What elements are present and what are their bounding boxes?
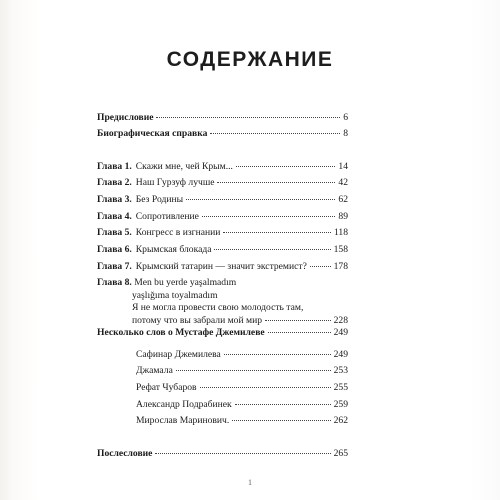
toc-page-number: 255: [333, 382, 348, 393]
toc-entry-title: Рефат Чубаров: [136, 382, 197, 393]
toc-page-number: 118: [333, 227, 348, 238]
dot-leader: [236, 165, 336, 167]
toc-entry-chapter-8: [97, 277, 348, 327]
dot-leader: [156, 116, 340, 118]
toc-page-number: 249: [333, 327, 348, 338]
dot-leader: [210, 132, 340, 134]
dot-leader: [155, 452, 330, 454]
dot-leader: [217, 181, 335, 183]
toc-entry-chapter-1: [97, 160, 348, 173]
page-title: СОДЕРЖАНИЕ: [166, 48, 334, 71]
toc-entry-chapter-6: [97, 243, 348, 256]
toc-entry-title-line: yaşlığıma toyalmadım: [132, 289, 218, 301]
toc-entry-chapter-2: [97, 176, 348, 189]
toc-entry-title: Конгресс в изгнании: [135, 227, 221, 238]
toc-subentry: [136, 364, 348, 377]
toc-entry-title: Александр Подрабинек: [136, 399, 232, 410]
dot-leader: [265, 320, 331, 321]
toc-entry-title: Сопротивление: [135, 211, 199, 222]
toc-subentry: [136, 381, 348, 394]
chapter-label: Глава 4.: [97, 211, 132, 222]
chapter-label: Глава 8.: [97, 277, 132, 288]
dot-leader: [202, 215, 336, 217]
page-folio: 1: [248, 478, 252, 487]
toc-page-number: 14: [338, 161, 348, 172]
toc-entry-title: Без Родины: [135, 194, 184, 205]
toc-page-number: 6: [343, 112, 348, 123]
toc-entry-title: Сафинар Джемилева: [136, 349, 221, 360]
dot-leader: [176, 369, 331, 371]
toc-page-number: 178: [333, 261, 348, 272]
toc-entry-chapter-5: [97, 226, 348, 239]
toc-entry-title-line: Я не могла провести свою молодость там,: [132, 302, 304, 313]
toc-entry-title: Мирослав Маринович.: [136, 415, 230, 426]
toc-page-number: 265: [333, 448, 348, 459]
dot-leader: [235, 403, 331, 405]
toc-page-number: 249: [333, 349, 348, 360]
toc-entry-bio: [97, 127, 348, 140]
toc-page-number: 259: [333, 399, 348, 410]
toc-entry-preface: [97, 111, 348, 124]
toc-entry-title: Джамала: [136, 365, 173, 376]
toc-entry-title: Крымский татарин — значит экстремист?: [135, 261, 307, 272]
toc-page-number: 89: [338, 211, 348, 222]
toc-page-number: 262: [333, 415, 348, 426]
toc-page-number: 253: [333, 365, 348, 376]
toc-entry-chapter-3: [97, 193, 348, 206]
toc-subentry: [136, 414, 348, 427]
chapter-label: Глава 5.: [97, 227, 132, 238]
dot-leader: [200, 386, 331, 388]
chapter-label: Глава 2.: [97, 177, 132, 188]
dot-leader: [310, 265, 331, 267]
toc-entry-title-line: потому что вы забрали мой мир: [132, 314, 263, 326]
dot-leader: [224, 353, 331, 355]
toc-page-number: 228: [333, 314, 348, 326]
chapter-label: Глава 6.: [97, 244, 132, 255]
toc-entry-title: Предисловие: [97, 112, 154, 123]
toc-page-number: 158: [333, 244, 348, 255]
toc-subentry: [136, 348, 348, 361]
toc-entry-title-line: Men bu yerde yaşalmadım: [134, 277, 237, 288]
toc-entry-title: Послесловие: [97, 448, 153, 459]
dot-leader: [268, 331, 331, 333]
toc-entry-afterword: [97, 447, 348, 460]
toc-page-number: 62: [338, 194, 348, 205]
toc-entry-title: Скажи мне, чей Крым...: [135, 161, 233, 172]
dot-leader: [186, 198, 335, 200]
chapter-label: Глава 7.: [97, 261, 132, 272]
toc-page-number: 8: [343, 128, 348, 139]
toc-entry-title: Биографическая справка: [97, 128, 208, 139]
chapter-label: Глава 1.: [97, 161, 132, 172]
toc-entry-title: Несколько слов о Мустафе Джемилеве: [97, 327, 265, 338]
toc-entry-mustafa: [97, 326, 348, 339]
toc-page-number: 42: [338, 177, 348, 188]
toc-entry-chapter-4: [97, 210, 348, 223]
dot-leader: [223, 231, 331, 233]
toc-entry-title: Наш Гурзуф лучше: [135, 177, 215, 188]
toc-entry-title: Крымская блокада: [135, 244, 212, 255]
dot-leader: [214, 248, 330, 250]
dot-leader: [232, 419, 330, 421]
toc-subentry: [136, 398, 348, 411]
chapter-label: Глава 3.: [97, 194, 132, 205]
toc-entry-chapter-7: [97, 260, 348, 273]
